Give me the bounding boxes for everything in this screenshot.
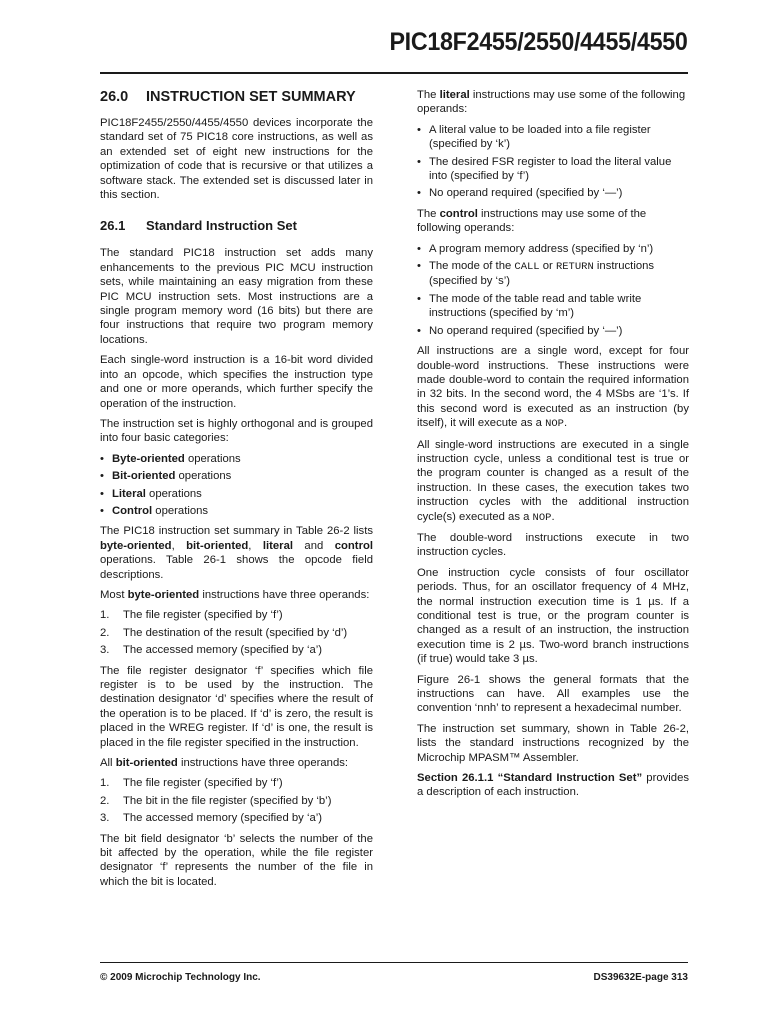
paragraph-control-operands: The control instructions may use some of the following operands: [417,207,647,235]
list-item: • The mode of the CALL or RETURN instructions (specified by ‘s’) [417,259,689,289]
paragraph-oscillator: One instruction cycle consists of four oscillator periods. Thus, for an oscillator frequency of 4 MHz, the normal instruction execution time is 1 µs. If a conditional test is true, or the program counter is changed as a result of an instruction, the instruction execution time is 2 µs. Two-word branch instructions (if true) would take 3 µs. [417,566,689,666]
paragraph-file-register: The file register designator ‘f’ specifies which file register is to be used by the instruction. The destination designator ‘d’ specifies where the result of the operation is to be placed. If ‘d’ is zero, the result is placed in the WREG register. If ‘d’ is one, the result is placed in the file register specified in the instruction. [100,664,373,749]
list-item: • A program memory address (specified by ‘n’) [417,242,689,256]
list-item: 3. The accessed memory (specified by ‘a’) [100,812,323,825]
list-item: 1. The file register (specified by ‘f’) [100,777,283,790]
paragraph-section-reference: Section 26.1.1 “Standard Instruction Set” provides a description of each instruction. [417,772,690,799]
control-operands-list [417,242,689,338]
categories-list [100,452,373,519]
list-item: • The mode of the table read and table write instructions (specified by ‘m’) [417,292,689,321]
literal-operands-list [417,123,689,201]
subsection-title: Standard Instruction Set [146,218,297,234]
list-item: • No operand required (specified by ‘—’) [417,324,689,338]
footer-copyright: © 2009 Microchip Technology Inc. [100,972,261,983]
list-item: • Control operations [100,504,373,518]
list-item: • Literal operations [100,487,373,501]
paragraph-double-word-cycles: The double-word instructions execute in two instruction cycles. [417,531,689,559]
list-item: • A literal value to be loaded into a file register (specified by ‘k’) [417,123,689,152]
list-item: • Bit-oriented operations [100,469,373,483]
left-column [100,88,373,895]
paragraph-figure-formats: Figure 26-1 shows the general formats that the instructions can have. All examples use the convention ‘nnh’ to represent a hexadecimal number. [417,673,689,715]
list-item: 3. The accessed memory (specified by ‘a’) [100,644,323,657]
subsection-number: 26.1 [100,218,126,234]
section-number: 26.0 [100,89,129,105]
list-item: • No operand required (specified by ‘—’) [417,186,689,200]
paragraph-literal-operands: The literal instructions may use some of the following operands: [417,89,686,116]
paragraph-bit-field: The bit field designator ‘b’ selects the number of the bit affected by the operation, while the file register designator ‘f’ represents the number of the file in which the bit is located. [100,832,373,888]
paragraph-single-word: Each single-word instruction is a 16-bit word divided into an opcode, which specifies the instruction type and one or more operands, which further specify the operation of the instruction. [100,354,373,410]
bit-operands-list [100,776,373,825]
paragraph-summary-table: The instruction set summary, shown in Table 26-2, lists the standard instructions recognized by the Microchip MPASM™ Assembler. [417,722,689,764]
paragraph-bit-operands: All bit-oriented instructions have three operands: [100,757,349,770]
list-item: • Byte-oriented operations [100,452,373,466]
footer-rule [100,962,688,963]
page-header-title: PIC18F2455/2550/4455/4550 [389,28,688,56]
intro-paragraph: PIC18F2455/2550/4455/4550 devices incorporate the standard set of 75 PIC18 core instructions, as well as an extended set of eight new instructions for the optimization of code that is recursive or that utilizes a software stack. The extended set is discussed later in this section. [100,117,373,202]
list-item: • The desired FSR register to load the literal value into (specified by ‘f’) [417,155,689,184]
list-item: 1. The file register (specified by ‘f’) [100,609,283,622]
footer-page-number: DS39632E-page 313 [593,972,688,983]
subsection-heading [100,218,373,234]
byte-operands-list [100,608,373,657]
paragraph-double-word: All instructions are a single word, except for four double-word instructions. These instructions were made double-word to contain the required information in 32 bits. In the second word, the 4 MSbs are ‘1’s. If this second word is executed as an instruction (by itself), it will execute as a NOP. [417,345,689,431]
paragraph-standard-set: The standard PIC18 instruction set adds many enhancements to the previous PIC MCU instruction sets, while maintaining an easy migration from these PIC MCU instruction sets. Most instructions are a single program memory word (16 bits) but there are four instructions that require two program memory locations. [100,247,373,346]
header-rule [100,72,688,74]
paragraph-single-cycle: All single-word instructions are executed in a single instruction cycle, unless a conditional test is true or the program counter is changed as a result of the instruction. In these cases, the execution takes two instruction cycles with the additional instruction cycle(s) executed as a NOP. [417,438,689,524]
paragraph-categories-intro: The instruction set is highly orthogonal and is grouped into four basic categories: [100,417,373,445]
list-item: 2. The bit in the file register (specified by ‘b’) [100,794,332,807]
list-item: 2. The destination of the result (specified by ‘d’) [100,626,348,639]
paragraph-table-summary: The PIC18 instruction set summary in Table 26-2 lists byte-oriented, bit-oriented, literal and control operations. Table 26-1 shows the opcode field descriptions. [100,525,374,581]
section-title: INSTRUCTION SET SUMMARY [146,89,356,105]
paragraph-byte-operands: Most byte-oriented instructions have three operands: [100,588,370,601]
section-heading [100,88,373,106]
right-column [417,88,689,806]
